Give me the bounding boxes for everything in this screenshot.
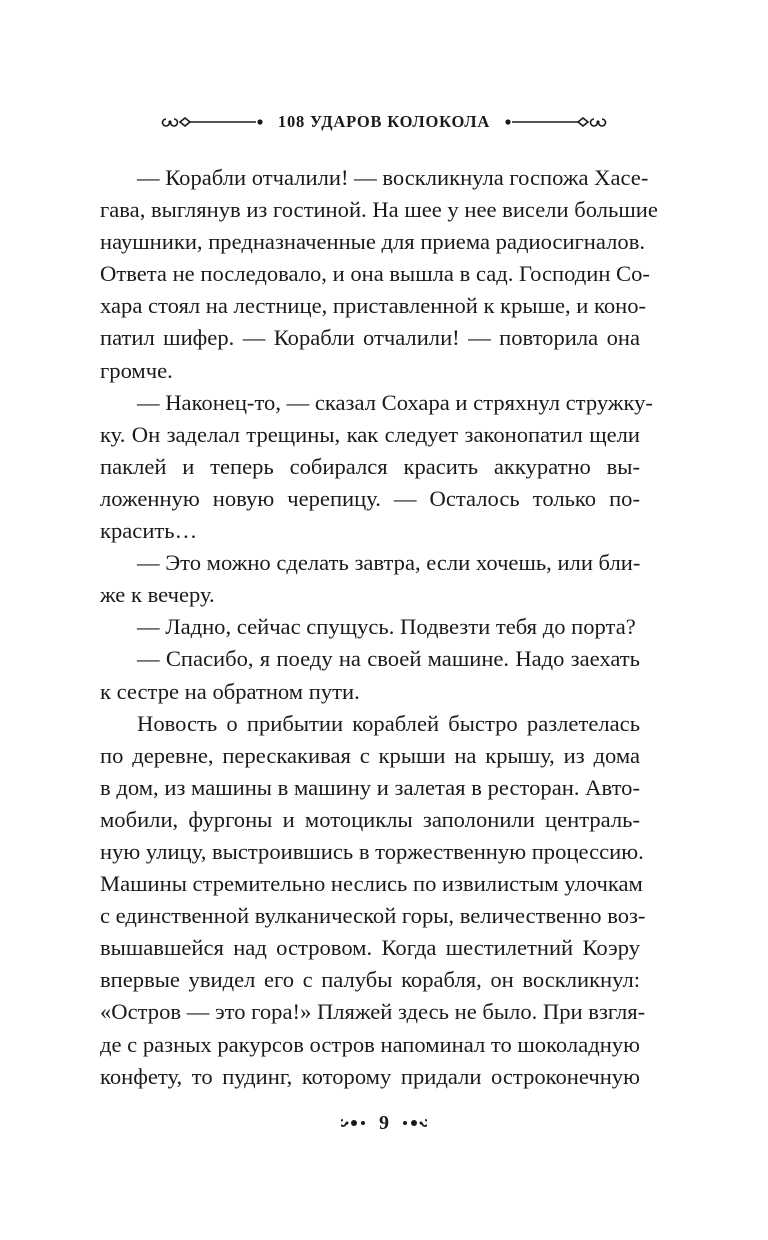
text-line: к сестре на обратном пути. bbox=[100, 678, 360, 704]
running-header bbox=[0, 104, 768, 140]
book-title: 108 УДАРОВ КОЛОКОЛА bbox=[277, 112, 491, 131]
left-page-ornament-icon bbox=[341, 1117, 367, 1129]
text-line: паклей и теперь собирался красить аккуратно вы- bbox=[100, 453, 640, 479]
text-line: гава, выглянув из гостиной. На шее у нее висели большие bbox=[100, 197, 658, 223]
body-text bbox=[100, 162, 658, 1093]
text-line: красить… bbox=[100, 518, 198, 544]
text-line: де с разных ракурсов остров напоминал то шоколадную bbox=[100, 1031, 640, 1057]
text-line: ложенную новую черепицу. — Осталось только по- bbox=[100, 485, 640, 511]
text-line: в дом, из машины в машину и залетая в ресторан. Авто- bbox=[100, 774, 640, 800]
text-line: впервые увидел его с палубы корабля, он воскликнул: bbox=[100, 967, 640, 993]
left-flourish-icon bbox=[160, 115, 264, 129]
text-line: — Корабли отчалили! — воскликнула госпожа Хасе- bbox=[137, 165, 649, 190]
text-line: по деревне, перескакивая с крыши на крышу, из дома bbox=[100, 742, 640, 768]
text-line: ную улицу, выстроившись в торжественную процессию. bbox=[100, 838, 644, 864]
text-line: наушники, предназначенные для приема радиосигналов. bbox=[100, 229, 646, 255]
text-line: Машины стремительно неслись по извилистым улочкам bbox=[100, 871, 643, 897]
text-line: — Спасибо, я поеду на своей машине. Надо заехать bbox=[137, 646, 640, 672]
text-line: — Это можно сделать завтра, если хочешь, или бли- bbox=[137, 550, 641, 576]
page-number: 9 bbox=[379, 1111, 389, 1134]
text-line: — Наконец-то, — сказал Сохара и стряхнул стружку- bbox=[137, 389, 653, 415]
text-line: мобили, фургоны и мотоциклы заполонили централь- bbox=[100, 806, 640, 832]
page-footer bbox=[0, 1108, 768, 1138]
text-line: Новость о прибытии кораблей быстро разлетелась bbox=[137, 710, 640, 736]
text-line: Ответа не последовало, и она вышла в сад. Господин Со- bbox=[100, 261, 650, 287]
text-line: ку. Он заделал трещины, как следует законопатил щели bbox=[100, 421, 640, 447]
text-line: же к вечеру. bbox=[100, 582, 215, 608]
text-line: вышавшейся над островом. Когда шестилетний Коэру bbox=[100, 935, 640, 961]
text-line: — Ладно, сейчас спущусь. Подвезти тебя до порта? bbox=[137, 614, 636, 640]
text-line: хара стоял на лестнице, приставленной к крыше, и коно- bbox=[100, 293, 647, 319]
text-line: конфету, то пудинг, которому придали остроконечную bbox=[100, 1063, 640, 1089]
right-flourish-icon bbox=[504, 115, 608, 129]
text-line: патил шифер. — Корабли отчалили! — повторила она bbox=[100, 325, 640, 351]
text-line: «Остров — это гора!» Пляжей здесь не было. При взгля- bbox=[100, 999, 646, 1025]
right-page-ornament-icon bbox=[401, 1117, 427, 1129]
text-line: громче. bbox=[100, 357, 173, 383]
text-line: с единственной вулканической горы, величественно воз- bbox=[100, 903, 646, 929]
